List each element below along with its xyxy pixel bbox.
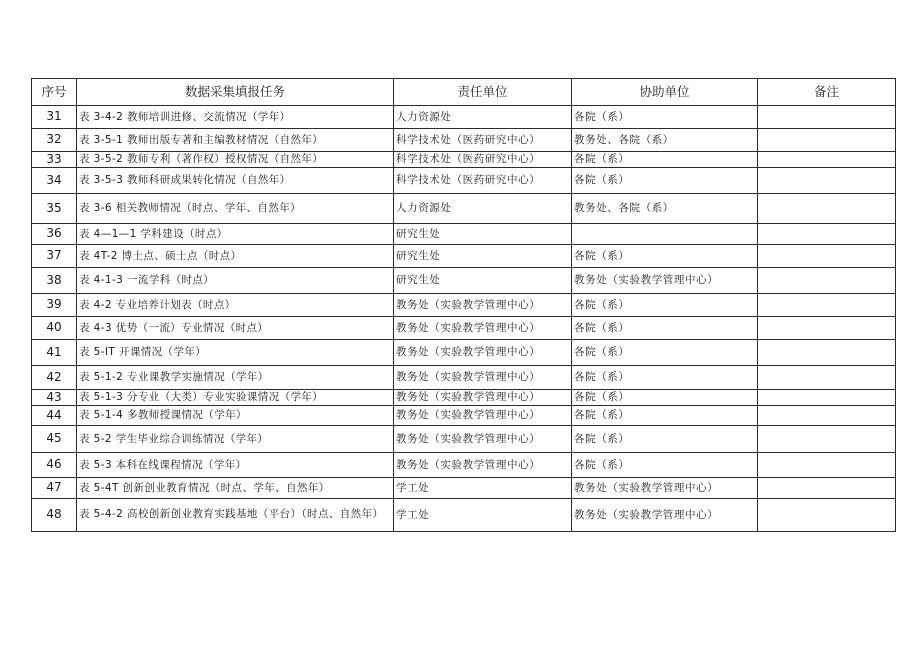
row-number: 33 <box>32 152 77 168</box>
row-number: 48 <box>32 499 77 532</box>
assisting-unit: 各院（系） <box>572 317 758 340</box>
task-name: 表 5-1-2 专业课教学实施情况（学年） <box>77 366 394 390</box>
note-cell <box>758 245 896 268</box>
task-table <box>31 78 896 532</box>
task-name: 表 3-4-2 教师培训进修、交流情况（学年） <box>77 106 394 129</box>
responsible-unit: 科学技术处（医药研究中心） <box>394 152 572 168</box>
table-row <box>32 194 896 224</box>
note-cell <box>758 426 896 453</box>
responsible-unit: 教务处（实验教学管理中心） <box>394 390 572 406</box>
note-cell <box>758 366 896 390</box>
note-cell <box>758 317 896 340</box>
task-name: 表 3-5-3 教师科研成果转化情况（自然年） <box>77 168 394 194</box>
responsible-unit: 教务处（实验教学管理中心） <box>394 406 572 426</box>
table-row <box>32 224 896 245</box>
row-number: 44 <box>32 406 77 426</box>
table-row <box>32 499 896 532</box>
responsible-unit: 人力资源处 <box>394 106 572 129</box>
responsible-unit: 教务处（实验教学管理中心） <box>394 453 572 478</box>
note-cell <box>758 129 896 152</box>
task-name: 表 3-5-2 教师专利（著作权）授权情况（自然年） <box>77 152 394 168</box>
table-row <box>32 268 896 294</box>
assisting-unit: 教务处、各院（系） <box>572 129 758 152</box>
responsible-unit: 科学技术处（医药研究中心） <box>394 168 572 194</box>
row-number: 46 <box>32 453 77 478</box>
responsible-unit: 学工处 <box>394 478 572 499</box>
note-cell <box>758 453 896 478</box>
row-number: 42 <box>32 366 77 390</box>
header-no: 序号 <box>32 79 77 106</box>
task-name: 表 5-3 本科在线课程情况（学年） <box>77 453 394 478</box>
task-name: 表 4-3 优势（一流）专业情况（时点） <box>77 317 394 340</box>
task-name: 表 5-2 学生毕业综合训练情况（学年） <box>77 426 394 453</box>
task-name: 表 5-1-4 多教师授课情况（学年） <box>77 406 394 426</box>
table-row <box>32 245 896 268</box>
assisting-unit: 各院（系） <box>572 168 758 194</box>
note-cell <box>758 194 896 224</box>
table-row <box>32 478 896 499</box>
table-row <box>32 426 896 453</box>
row-number: 37 <box>32 245 77 268</box>
assisting-unit: 各院（系） <box>572 453 758 478</box>
task-name: 表 3-5-1 教师出版专著和主编教材情况（自然年） <box>77 129 394 152</box>
assisting-unit: 各院（系） <box>572 390 758 406</box>
table-body <box>32 106 896 532</box>
responsible-unit: 教务处（实验教学管理中心） <box>394 426 572 453</box>
responsible-unit: 教务处（实验教学管理中心） <box>394 340 572 366</box>
assisting-unit: 各院（系） <box>572 294 758 317</box>
table-row <box>32 294 896 317</box>
table-row <box>32 129 896 152</box>
task-name: 表 5-1-3 分专业（大类）专业实验课情况（学年） <box>77 390 394 406</box>
task-name: 表 5-4-2 高校创新创业教育实践基地（平台）（时点、自然年） <box>77 499 394 532</box>
header-responsible: 责任单位 <box>394 79 572 106</box>
note-cell <box>758 390 896 406</box>
table-header-row <box>32 79 896 106</box>
assisting-unit: 各院（系） <box>572 406 758 426</box>
note-cell <box>758 294 896 317</box>
table-row <box>32 168 896 194</box>
assisting-unit: 各院（系） <box>572 426 758 453</box>
task-name: 表 3-6 相关教师情况（时点、学年、自然年） <box>77 194 394 224</box>
header-assisting: 协助单位 <box>572 79 758 106</box>
row-number: 45 <box>32 426 77 453</box>
table-row <box>32 340 896 366</box>
row-number: 35 <box>32 194 77 224</box>
responsible-unit: 研究生处 <box>394 245 572 268</box>
row-number: 40 <box>32 317 77 340</box>
responsible-unit: 教务处（实验教学管理中心） <box>394 366 572 390</box>
note-cell <box>758 106 896 129</box>
task-name: 表 4-1-3 一流学科（时点） <box>77 268 394 294</box>
table-row <box>32 390 896 406</box>
task-name: 表 5-IT 开课情况（学年） <box>77 340 394 366</box>
assisting-unit: 各院（系） <box>572 245 758 268</box>
task-name: 表 4T-2 博士点、硕士点（时点） <box>77 245 394 268</box>
table-row <box>32 453 896 478</box>
table-row <box>32 317 896 340</box>
assisting-unit: 各院（系） <box>572 152 758 168</box>
table-row <box>32 106 896 129</box>
row-number: 39 <box>32 294 77 317</box>
responsible-unit: 人力资源处 <box>394 194 572 224</box>
header-note: 备注 <box>758 79 896 106</box>
assisting-unit: 教务处（实验教学管理中心） <box>572 478 758 499</box>
row-number: 47 <box>32 478 77 499</box>
task-name: 表 4-2 专业培养计划表（时点） <box>77 294 394 317</box>
responsible-unit: 学工处 <box>394 499 572 532</box>
row-number: 34 <box>32 168 77 194</box>
assisting-unit: 教务处（实验教学管理中心） <box>572 268 758 294</box>
table-row <box>32 152 896 168</box>
note-cell <box>758 406 896 426</box>
assisting-unit: 各院（系） <box>572 340 758 366</box>
task-name: 表 4—1—1 学科建设（时点） <box>77 224 394 245</box>
table-row <box>32 406 896 426</box>
assisting-unit: 教务处（实验教学管理中心） <box>572 499 758 532</box>
note-cell <box>758 340 896 366</box>
note-cell <box>758 478 896 499</box>
responsible-unit: 科学技术处（医药研究中心） <box>394 129 572 152</box>
responsible-unit: 研究生处 <box>394 224 572 245</box>
assisting-unit: 各院（系） <box>572 106 758 129</box>
responsible-unit: 教务处（实验教学管理中心） <box>394 294 572 317</box>
note-cell <box>758 268 896 294</box>
note-cell <box>758 152 896 168</box>
note-cell <box>758 499 896 532</box>
header-task: 数据采集填报任务 <box>77 79 394 106</box>
responsible-unit: 教务处（实验教学管理中心） <box>394 317 572 340</box>
row-number: 31 <box>32 106 77 129</box>
assisting-unit: 各院（系） <box>572 366 758 390</box>
table-row <box>32 366 896 390</box>
note-cell <box>758 168 896 194</box>
note-cell <box>758 224 896 245</box>
row-number: 41 <box>32 340 77 366</box>
assisting-unit <box>572 224 758 245</box>
task-name: 表 5-4T 创新创业教育情况（时点、学年、自然年） <box>77 478 394 499</box>
row-number: 32 <box>32 129 77 152</box>
row-number: 36 <box>32 224 77 245</box>
row-number: 38 <box>32 268 77 294</box>
responsible-unit: 研究生处 <box>394 268 572 294</box>
assisting-unit: 教务处、各院（系） <box>572 194 758 224</box>
row-number: 43 <box>32 390 77 406</box>
